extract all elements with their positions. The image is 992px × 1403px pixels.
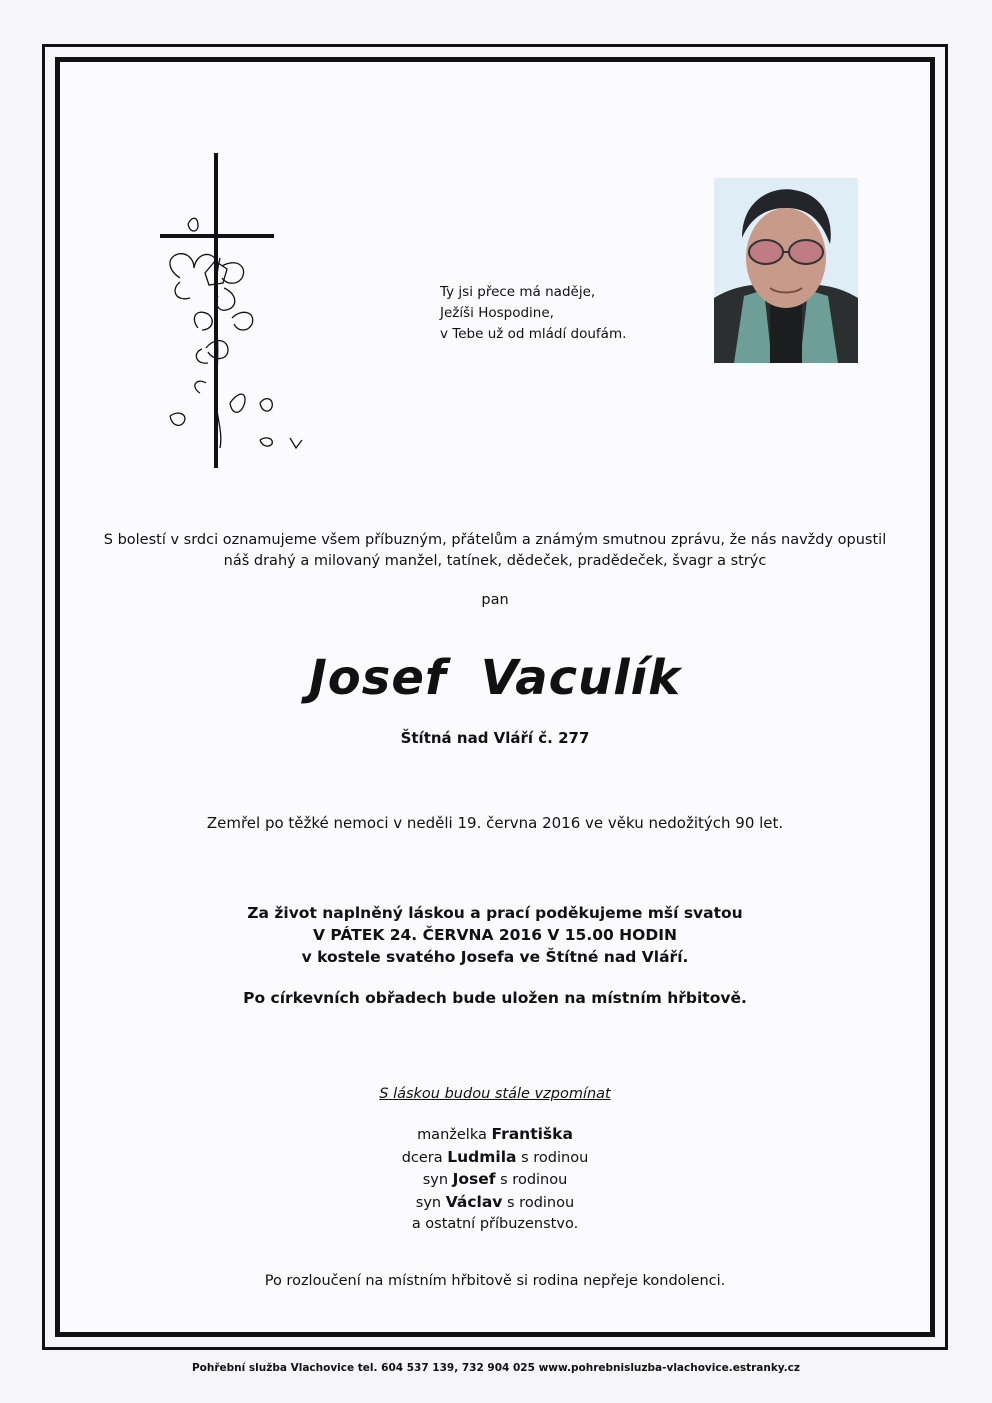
member-name: Josef: [452, 1170, 496, 1188]
mass-date: V PÁTEK 24. ČERVNA 2016 V 15.00 HODIN: [313, 926, 677, 944]
verse-line: v Tebe už od mládí doufám.: [440, 326, 627, 342]
mass-place: v kostele svatého Josefa ve Štítné nad Vláří.: [301, 948, 689, 966]
member-name: Františka: [491, 1125, 573, 1143]
portrait-photo: [714, 178, 858, 363]
death-notice: Zemřel po těžké nemoci v neděli 19. června 2016 ve věku nedožitých 90 let.: [206, 814, 784, 832]
family-member: [60, 1124, 930, 1147]
funeral-service-footer: Pohřební služba Vlachovice tel. 604 537 139, 732 904 025 www.pohrebnisluzba-vlachovice.estranky.cz: [191, 1362, 801, 1374]
member-name: Ludmila: [447, 1147, 517, 1166]
first-name: Josef: [308, 650, 447, 706]
relation: syn: [415, 1194, 442, 1211]
salutation: pan: [481, 592, 509, 608]
family-member: [60, 1147, 930, 1170]
relation: manželka: [417, 1127, 487, 1143]
remembrance-heading: S láskou budou stále vzpomínat: [379, 1086, 611, 1102]
member-suffix: s rodinou: [507, 1194, 575, 1211]
family-member: [60, 1192, 930, 1215]
verse-line: Ty jsi přece má naděje,: [440, 284, 596, 300]
announcement-line: náš drahý a milovaný manžel, tatínek, dědeček, pradědeček, švagr a strýc: [223, 553, 767, 569]
last-name: Vaculík: [480, 650, 682, 706]
cross-with-flowers-icon: [150, 148, 320, 473]
member-suffix: s rodinou: [521, 1149, 589, 1166]
announcement-line: S bolestí v srdci oznamujeme všem příbuzným, přátelům a známým smutnou zprávu, že nás navždy opustil: [103, 532, 887, 548]
verse-line: Ježíši Hospodine,: [440, 305, 554, 321]
family-others: a ostatní příbuzenstvo.: [411, 1216, 579, 1232]
family-list: [60, 1124, 930, 1236]
relation: syn: [422, 1172, 449, 1188]
bible-verse: [440, 282, 626, 345]
mass-line: Za život naplněný láskou a prací poděkujeme mší svatou: [247, 904, 743, 922]
closing-note: Po rozloučení na místním hřbitově si rodina nepřeje kondolenci.: [264, 1273, 726, 1289]
announcement-paragraph: [60, 530, 930, 572]
mass-notice: [60, 902, 930, 968]
family-member: [60, 1169, 930, 1192]
burial-notice: Po církevních obřadech bude uložen na místním hřbitově.: [243, 989, 747, 1007]
member-suffix: s rodinou: [500, 1172, 568, 1188]
relation: dcera: [401, 1149, 443, 1166]
deceased-address: Štítná nad Vláří č. 277: [400, 729, 590, 747]
member-name: Václav: [445, 1192, 503, 1211]
deceased-name: [60, 650, 930, 706]
